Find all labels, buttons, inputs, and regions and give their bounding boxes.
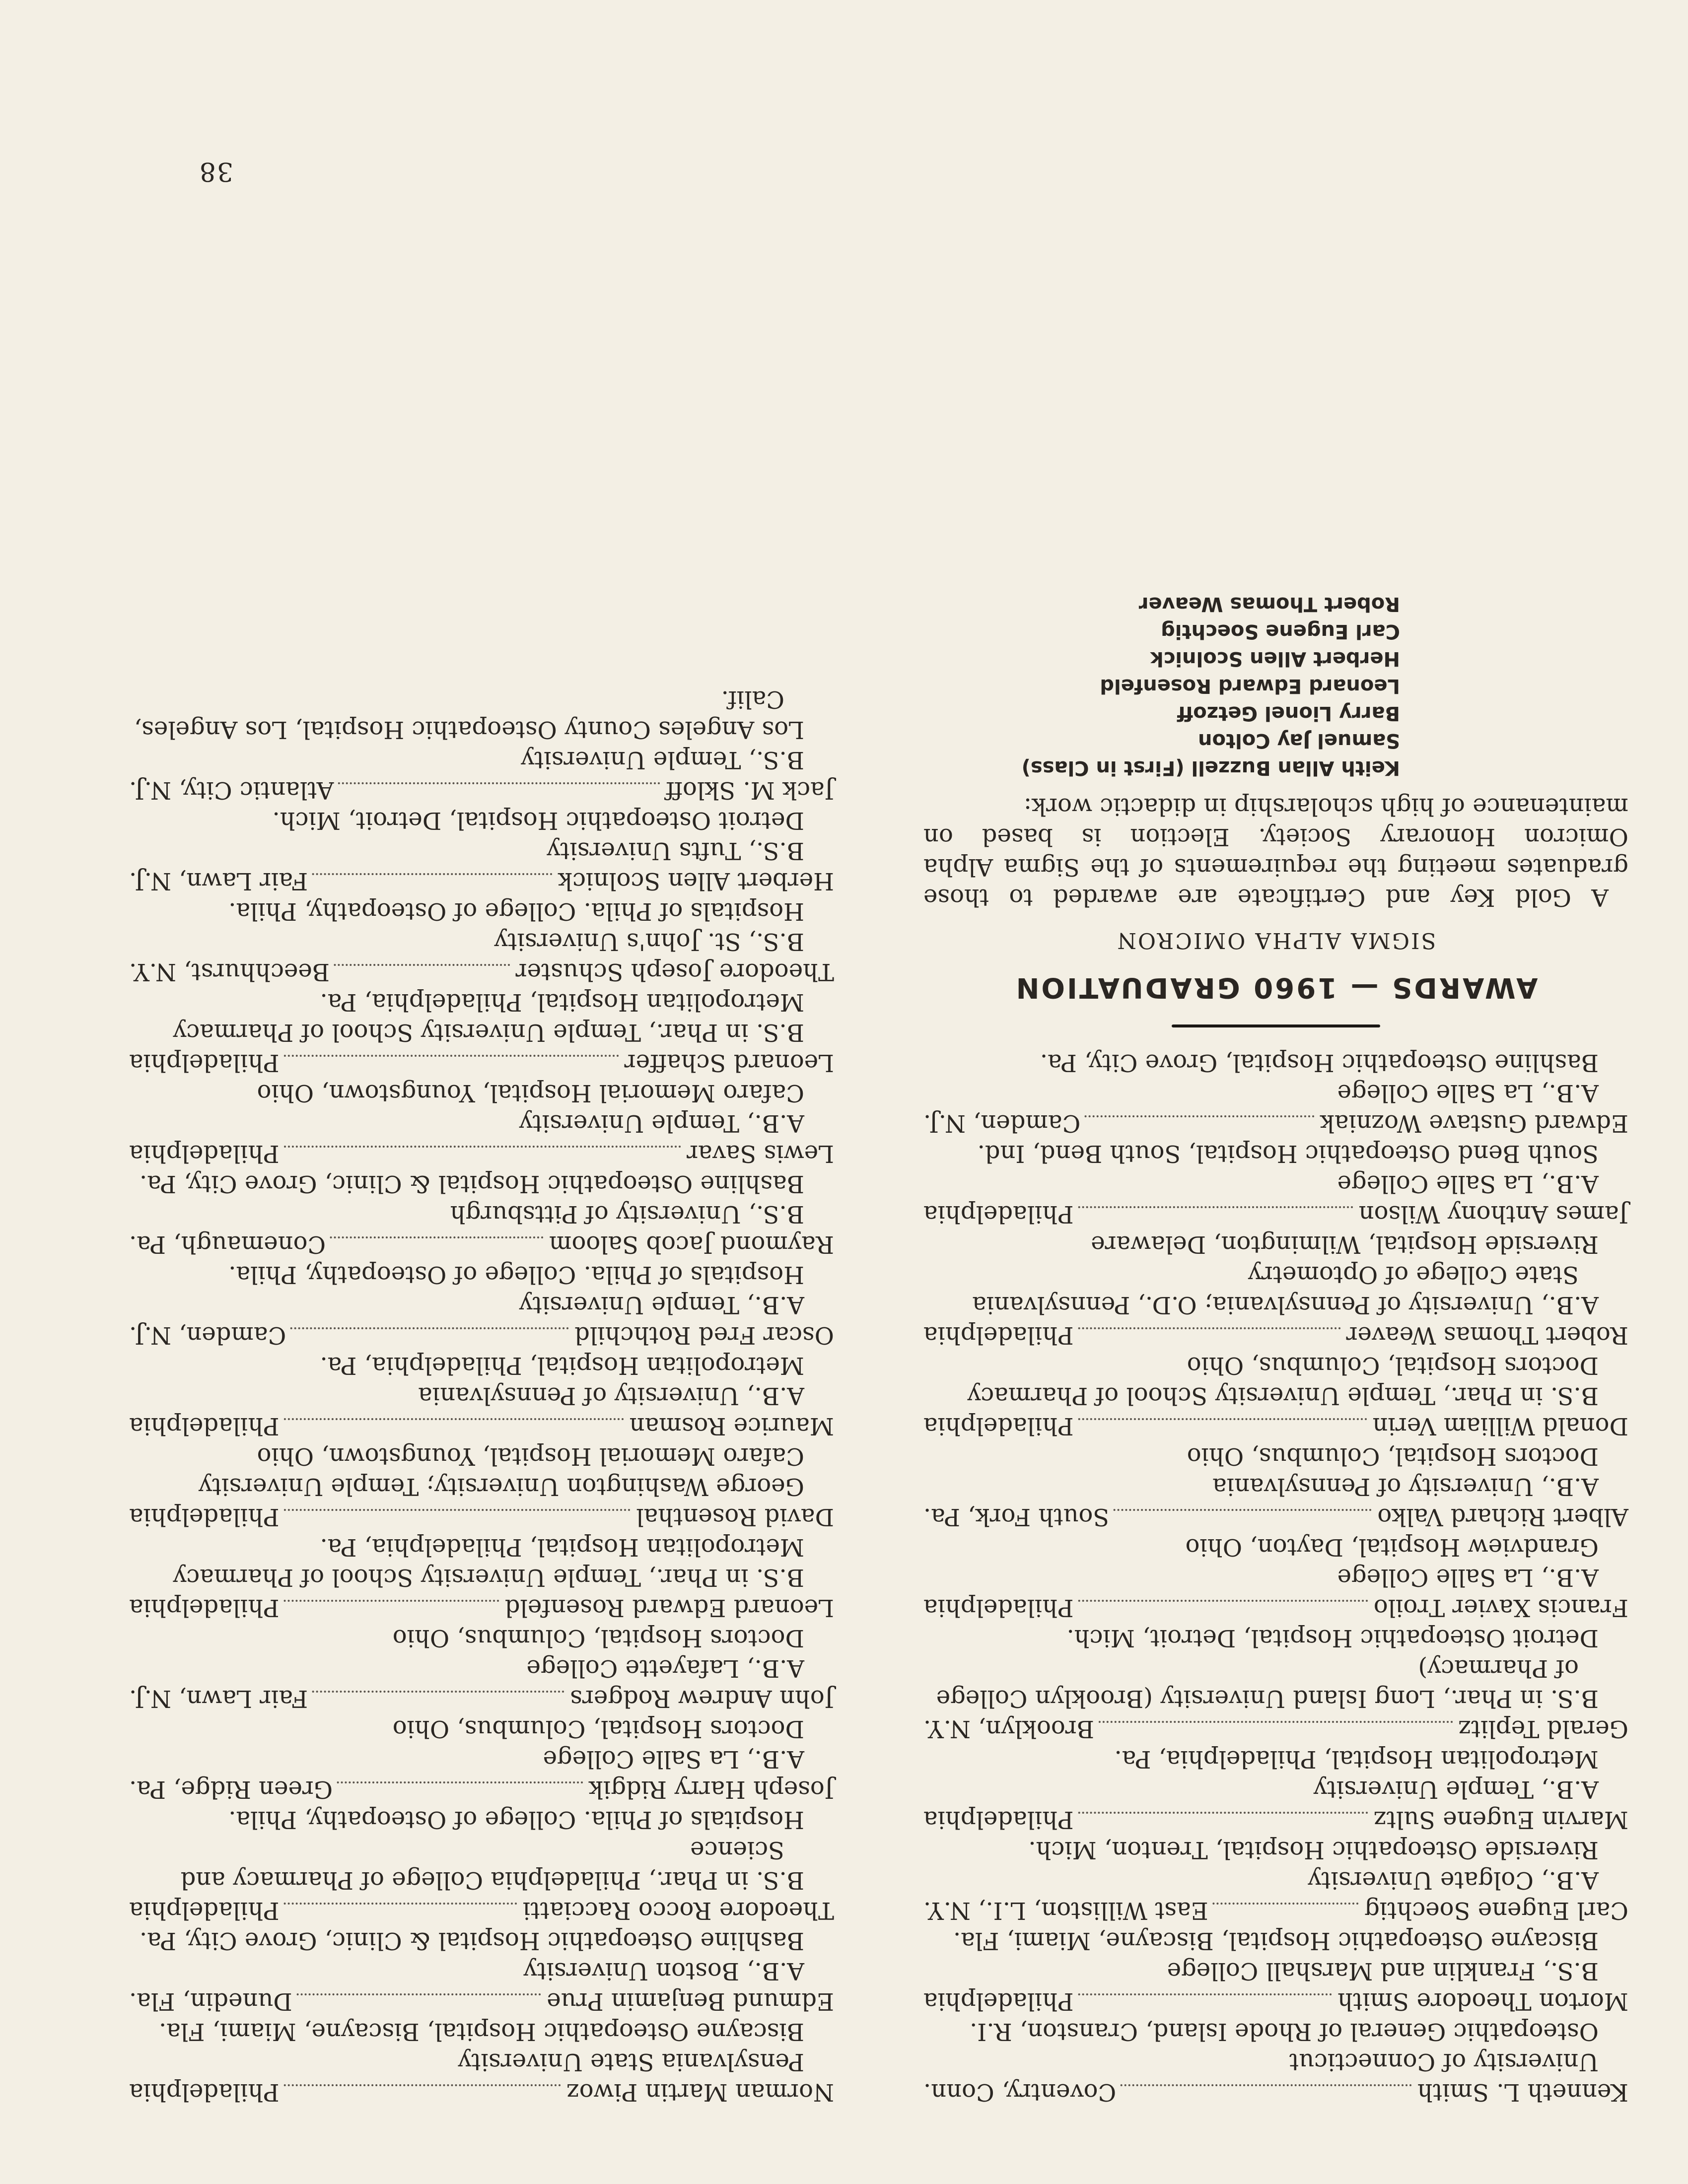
honoree-name: Carl Eugene Soechtig	[1161, 620, 1400, 643]
graduate-name: John Andrew Rodgers	[570, 1685, 834, 1712]
awards-title: AWARDS — 1960 GRADUATION	[1014, 971, 1538, 1004]
graduate-entry	[923, 1835, 1628, 1925]
graduate-name: Carl Eugene Soechtig	[1364, 1897, 1628, 1924]
dot-leader	[312, 1691, 564, 1693]
dot-leader	[290, 1327, 568, 1329]
dot-leader	[1078, 1327, 1340, 1329]
right-column	[129, 684, 834, 2107]
section-divider	[1172, 1024, 1380, 1027]
graduate-detail-line: Pensylvania State University	[458, 2048, 804, 2076]
graduate-entry	[923, 1047, 1628, 1138]
graduate-name: Donald William Verin	[1372, 1412, 1628, 1440]
dot-leader	[338, 782, 660, 784]
graduate-name: Marvin Eugene Sultz	[1374, 1806, 1628, 1834]
graduate-detail-line: Hospitals of Phila. College of Osteopathy, Phila.	[228, 1261, 804, 1289]
graduate-location: Beechhurst, N.Y.	[129, 958, 330, 986]
graduate-detail-line: Los Angeles County Osteopathic Hospital, Los Angeles, Calif.	[134, 685, 804, 744]
graduate-detail-line: Grandview Hospital, Dayton, Ohio	[1185, 1533, 1599, 1561]
graduate-details	[923, 1925, 1628, 1986]
left-column	[923, 590, 1628, 2107]
graduate-detail-line: South Bend Osteopathic Hospital, South Bend, Ind.	[977, 1140, 1599, 1167]
graduate-detail-line: B.S. in Phar., Long Island University (Brooklyn College of Pharmacy)	[936, 1654, 1599, 1712]
graduate-name: Morton Theodore Smith	[1337, 1987, 1628, 2015]
graduate-name: Herbert Allen Scolnick	[558, 867, 834, 895]
graduate-location: Fair Lawn, N.J.	[129, 1685, 308, 1712]
graduate-details	[923, 1441, 1628, 1502]
graduate-location: Fair Lawn, N.J.	[129, 867, 308, 895]
graduate-detail-line: B.S., St. John's University	[494, 928, 804, 956]
graduate-name-line	[923, 1895, 1628, 1925]
dot-leader	[1098, 1721, 1453, 1723]
graduate-entry	[129, 1441, 834, 1532]
graduate-details	[923, 1350, 1628, 1411]
graduate-entry	[923, 1744, 1628, 1835]
graduate-name-line	[129, 1502, 834, 1532]
graduate-detail-line: B.S., Temple University	[520, 746, 804, 774]
graduate-detail-line: B.S., Franklin and Marshall College	[1167, 1957, 1599, 1985]
graduate-entry	[129, 1532, 834, 1623]
graduate-name: Gerald Teplitz	[1458, 1715, 1628, 1743]
graduate-name-line	[923, 1804, 1628, 1835]
graduate-location: Brooklyn, N.Y.	[923, 1715, 1094, 1743]
graduate-entry	[129, 1623, 834, 1713]
dot-leader	[283, 1600, 499, 1602]
graduate-name-line	[129, 775, 834, 805]
graduate-entry	[129, 1078, 834, 1168]
graduate-location: Philadelphia	[129, 1503, 280, 1531]
graduate-details	[923, 1532, 1628, 1592]
graduate-detail-line: A.B., Lafayette College	[526, 1654, 804, 1682]
graduate-name: Lewis Savar	[687, 1140, 834, 1167]
honoree-name: Samuel Jay Colton	[1198, 729, 1400, 752]
graduate-detail-line: Riverside Hospital, Wilmington, Delaware	[1091, 1230, 1599, 1258]
graduate-name: Robert Thomas Weaver	[1346, 1321, 1628, 1349]
graduate-detail-line: Hospitals of Phila. College of Osteopathy, Phila.	[228, 897, 804, 925]
graduate-entry	[923, 1350, 1628, 1441]
graduate-entry	[129, 1804, 834, 1925]
graduate-name: James Anthony Wilson	[1358, 1200, 1628, 1228]
left-entries	[923, 1047, 1628, 2107]
graduate-entry	[129, 684, 834, 805]
graduate-detail-line: Osteopathic General of Rhode Island, Cranston, R.I.	[970, 2018, 1599, 2046]
dot-leader	[330, 1236, 543, 1238]
graduate-details	[923, 1835, 1628, 1895]
graduate-name-line	[129, 1138, 834, 1168]
dot-leader	[283, 1146, 681, 1148]
graduate-detail-line: B.S., Tufts University	[547, 837, 804, 865]
dot-leader	[1078, 1993, 1332, 1995]
graduate-detail-line: Detroit Osteopathic Hospital, Detroit, Mich.	[272, 807, 804, 834]
graduate-name-line	[923, 1199, 1628, 1229]
graduate-name: Edmund Benjamin Prue	[547, 1987, 834, 2015]
graduate-details	[129, 896, 834, 956]
graduate-details	[129, 1078, 834, 1138]
graduate-name: Theodore Rocco Racciatti	[523, 1897, 834, 1924]
graduate-detail-line: Doctors Hospital, Columbus, Ohio	[392, 1624, 804, 1652]
graduate-detail-line: A.B., Temple University	[1313, 1775, 1599, 1803]
graduate-name: Joseph Harry Ridgik	[588, 1775, 834, 1803]
graduate-name: Albert Richard Valko	[1377, 1503, 1628, 1531]
graduate-detail-line: A.B., Boston University	[523, 1957, 804, 1985]
graduate-detail-line: A.B., La Salle College	[1337, 1170, 1599, 1198]
graduate-detail-line: A.B., La Salle College	[1337, 1079, 1599, 1107]
graduate-detail-line: Bashline Osteopathic Hospital & Clinic, Grove City, Pa.	[139, 1170, 804, 1198]
graduate-detail-line: Bashline Osteopathic Hospital & Clinic, Grove City, Pa.	[139, 1927, 804, 1955]
graduate-location: Green Ridge, Pa.	[129, 1775, 333, 1803]
graduate-location: Philadelphia	[923, 1200, 1074, 1228]
graduate-location: Philadelphia	[923, 1987, 1074, 2015]
graduate-detail-line: A.B., Colgate University	[1308, 1866, 1599, 1894]
dot-leader	[1078, 1418, 1367, 1420]
graduate-details	[923, 2016, 1628, 2077]
honoree-name: Keith Allan Buzzell (First in Class)	[1021, 756, 1400, 779]
graduate-location: Philadelphia	[129, 1412, 280, 1440]
graduate-detail-line: Biscayne Osteopathic Hospital, Biscayne, Miami, Fla.	[158, 2018, 804, 2046]
graduate-name: Leonard Edward Rosenfeld	[504, 1594, 834, 1622]
graduate-name: Maurice Rosman	[629, 1412, 834, 1440]
graduate-detail-line: A.B., University of Pennsylvania; O.D., Pennsylvania State College of Optometry	[972, 1261, 1599, 1319]
dot-leader	[1084, 1115, 1314, 1117]
dot-leader	[283, 1418, 624, 1420]
graduate-location: Philadelphia	[923, 1594, 1074, 1622]
graduate-details	[923, 1744, 1628, 1804]
graduate-name: Theodore Joseph Schuster	[515, 958, 834, 986]
right-entries	[129, 684, 834, 2107]
graduate-detail-line: A.B., Temple University	[519, 1109, 804, 1137]
graduate-name-line	[923, 1592, 1628, 1623]
graduate-detail-line: Cafaro Memorial Hospital, Youngstown, Ohio	[257, 1079, 804, 1107]
graduate-details	[129, 1804, 834, 1895]
graduate-details	[129, 1350, 834, 1411]
graduate-location: Camden, N.J.	[129, 1321, 286, 1349]
graduate-detail-line: B.S. in Phar., Temple University School of Pharmacy	[173, 1564, 804, 1591]
graduate-entry	[923, 2016, 1628, 2107]
graduate-name-line	[129, 1411, 834, 1441]
dot-leader	[283, 1903, 517, 1905]
graduate-detail-line: A.B., University of Pennsylvania	[418, 1382, 804, 1410]
graduate-name: David Rosenthal	[636, 1503, 834, 1531]
graduate-name: Oscar Fred Rothchild	[574, 1321, 834, 1349]
graduate-details	[129, 1713, 834, 1774]
graduate-detail-line: Metropolitan Hospital, Philadelphia, Pa.	[320, 988, 804, 1016]
graduate-location: Philadelphia	[129, 1594, 280, 1622]
graduate-entry	[129, 896, 834, 987]
graduate-detail-line: Metropolitan Hospital, Philadelphia, Pa.	[320, 1352, 804, 1379]
graduate-details	[129, 805, 834, 866]
graduate-location: Philadelphia	[129, 1897, 280, 1924]
graduate-entry	[129, 805, 834, 896]
graduate-name-line	[129, 1047, 834, 1078]
graduate-entry	[923, 1229, 1628, 1350]
graduate-detail-line: Doctors Hospital, Columbus, Ohio	[392, 1715, 804, 1743]
graduate-detail-line: A.B., Temple University	[519, 1291, 804, 1319]
dot-leader	[1120, 2084, 1411, 2086]
graduate-location: Camden, N.J.	[923, 1109, 1081, 1137]
graduate-detail-line: Bashline Osteopathic Hospital, Grove City, Pa.	[1040, 1049, 1599, 1077]
graduate-detail-line: Cafaro Memorial Hospital, Youngstown, Ohio	[257, 1442, 804, 1470]
graduate-name-line	[923, 2077, 1628, 2107]
graduate-location: East Williston, L.I., N.Y.	[923, 1897, 1208, 1924]
dot-leader	[283, 1509, 631, 1511]
dot-leader	[1113, 1509, 1371, 1511]
graduate-name: Raymond Jacob Saloom	[549, 1230, 834, 1258]
graduate-name-line	[129, 1986, 834, 2016]
honoree-name: Leonard Edward Rosenfeld	[1100, 675, 1400, 697]
graduate-details	[129, 1259, 834, 1320]
graduate-entry	[923, 1441, 1628, 1532]
graduate-details	[129, 1532, 834, 1592]
graduate-entry	[923, 1623, 1628, 1744]
graduate-details	[129, 684, 834, 775]
graduate-details	[923, 1229, 1628, 1320]
graduate-location: Coventry, Conn.	[923, 2078, 1117, 2106]
graduate-details	[129, 1168, 834, 1229]
graduate-detail-line: B.S. in Phar., Temple University School of Pharmacy	[173, 1019, 804, 1046]
graduate-location: Philadelphia	[923, 1806, 1074, 1834]
graduate-name: Norman Martin Piwoz	[566, 2078, 834, 2106]
graduate-entry	[923, 1532, 1628, 1623]
graduate-location: Atlantic City, N.J.	[129, 776, 334, 804]
dot-leader	[1078, 1600, 1368, 1602]
honoree-name: Herbert Allen Scolnick	[1150, 647, 1400, 670]
graduate-detail-line: B.S. in Phar., Philadelphia College of Pharmacy and Science	[180, 1836, 804, 1894]
graduate-location: Conemaugh, Pa.	[129, 1230, 326, 1258]
graduate-detail-line: A.B., University of Pennsylvania	[1212, 1473, 1599, 1501]
dot-leader	[312, 873, 552, 875]
graduate-entry	[129, 1259, 834, 1350]
graduate-name-line	[129, 866, 834, 896]
graduate-name-line	[923, 1411, 1628, 1441]
graduate-detail-line: Metropolitan Hospital, Philadelphia, Pa.	[320, 1533, 804, 1561]
graduate-entry	[129, 1925, 834, 2016]
graduate-name-line	[923, 1986, 1628, 2016]
graduate-detail-line: B.S., University of Pittsburgh	[450, 1200, 804, 1228]
graduate-name-line	[129, 2077, 834, 2107]
dot-leader	[1078, 1812, 1368, 1814]
dot-leader	[1212, 1903, 1358, 1905]
honoree-name: Robert Thomas Weaver	[1138, 593, 1400, 615]
graduate-entry	[129, 1168, 834, 1259]
graduate-name: Edward Gustave Wozniak	[1320, 1109, 1628, 1137]
graduate-detail-line: Doctors Hospital, Columbus, Ohio	[1187, 1352, 1599, 1379]
graduate-detail-line: Riverside Osteopathic Hospital, Trenton, Mich.	[1028, 1836, 1599, 1864]
graduate-entry	[129, 987, 834, 1078]
graduate-name-line	[923, 1320, 1628, 1350]
graduate-details	[129, 1925, 834, 1986]
graduate-name: Kenneth L. Smith	[1417, 2078, 1628, 2106]
dot-leader	[334, 964, 510, 966]
graduate-details	[923, 1623, 1628, 1713]
graduate-location: Dunedin, Fla.	[129, 1987, 292, 2015]
graduate-location: Philadelphia	[923, 1321, 1074, 1349]
graduate-details	[923, 1138, 1628, 1199]
graduate-details	[129, 2016, 834, 2077]
graduate-name: Francis Xavier Troilo	[1373, 1594, 1628, 1622]
graduate-details	[129, 1441, 834, 1502]
graduate-detail-line: Biscayne Osteopathic Hospital, Biscayne, Miami, Fla.	[953, 1927, 1599, 1955]
graduate-name-line	[129, 1774, 834, 1804]
dot-leader	[283, 1055, 619, 1057]
graduate-detail-line: A.B., La Salle College	[543, 1745, 804, 1773]
graduate-detail-line: University of Connecticut	[1289, 2048, 1599, 2076]
graduate-location: Philadelphia	[129, 1049, 280, 1077]
graduate-detail-line: Doctors Hospital, Columbus, Ohio	[1187, 1442, 1599, 1470]
graduate-name-line	[923, 1108, 1628, 1138]
graduate-name-line	[129, 1683, 834, 1713]
graduate-name-line	[923, 1502, 1628, 1532]
graduate-name-line	[129, 1320, 834, 1350]
awards-description: A Gold Key and Certificate are awarded to those graduates meeting the requirements of the Sigma Alpha Omicron Honorary Society. Election is based on maintenance of high scholarship in didactic work:	[923, 793, 1628, 911]
graduate-detail-line: B.S. in Phar., Temple University School of Pharmacy	[967, 1382, 1599, 1410]
graduate-location: Philadelphia	[923, 1412, 1074, 1440]
graduate-detail-line: Hospitals of Phila. College of Osteopathy, Phila.	[228, 1806, 804, 1834]
dot-leader	[337, 1781, 583, 1783]
graduate-location: Philadelphia	[129, 1140, 280, 1167]
graduate-details	[129, 987, 834, 1047]
graduate-details	[129, 1623, 834, 1683]
graduate-entry	[923, 1925, 1628, 2016]
graduate-name-line	[129, 1895, 834, 1925]
graduate-name-line	[129, 1229, 834, 1259]
graduate-detail-line: A.B., La Salle College	[1337, 1564, 1599, 1591]
graduate-entry	[129, 1350, 834, 1441]
graduate-entry	[129, 1713, 834, 1804]
dot-leader	[283, 2084, 561, 2086]
graduate-name-line	[129, 1592, 834, 1623]
dot-leader	[296, 1993, 541, 1995]
honoree-list	[923, 590, 1628, 781]
awards-subtitle: SIGMA ALPHA OMICRON	[1116, 928, 1436, 953]
graduate-name: Leonard Schaffer	[624, 1049, 834, 1077]
graduate-detail-line: George Washington University; Temple University	[198, 1473, 804, 1501]
graduate-location: South Fork, Pa.	[923, 1503, 1110, 1531]
graduate-details	[923, 1047, 1628, 1108]
graduate-detail-line: Metropolitan Hospital, Philadelphia, Pa.	[1114, 1745, 1599, 1773]
page-number: 38	[198, 156, 233, 186]
dot-leader	[1078, 1206, 1353, 1208]
graduate-entry	[923, 1138, 1628, 1229]
graduate-name-line	[129, 956, 834, 987]
graduate-name: Jack M. Skloff	[665, 776, 834, 804]
graduate-entry	[129, 2016, 834, 2107]
honoree-name: Barry Lionel Getzoff	[1177, 702, 1400, 725]
graduate-location: Philadelphia	[129, 2078, 280, 2106]
graduate-name-line	[923, 1713, 1628, 1744]
graduate-detail-line: Detroit Osteopathic Hospital, Detroit, Mich.	[1066, 1624, 1599, 1652]
